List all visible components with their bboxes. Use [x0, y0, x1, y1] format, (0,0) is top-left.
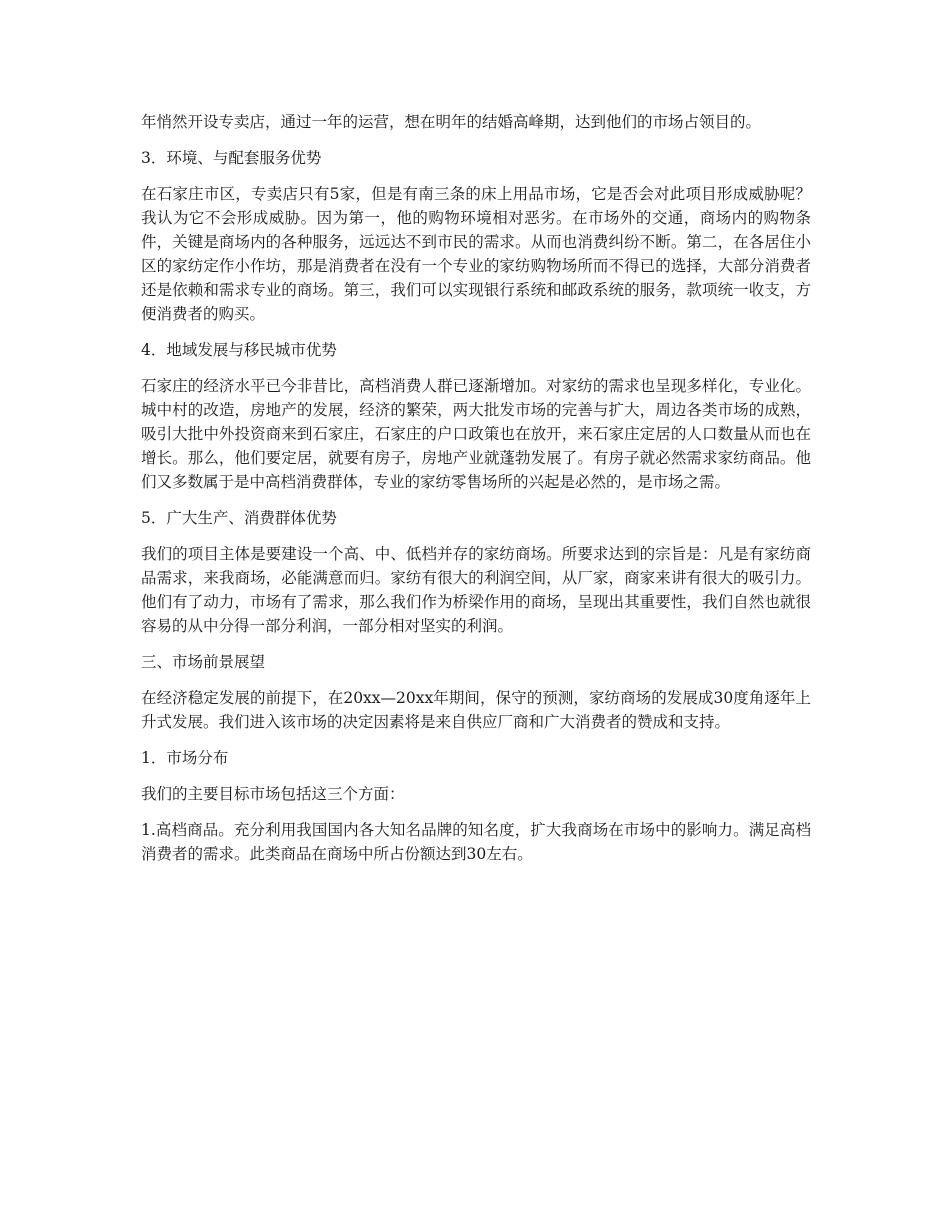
section-heading: 3．环境、与配套服务优势 [141, 149, 322, 167]
document-page [141, 110, 811, 878]
section-heading: 4．地域发展与移民城市优势 [141, 341, 337, 359]
section-heading: 1．市场分布 [141, 749, 229, 767]
section-heading: 三、市场前景展望 [141, 653, 266, 671]
section-heading: 5．广大生产、消费群体优势 [141, 509, 337, 527]
paragraph: 在经济稳定发展的前提下，在20xx—20xx年期间，保守的预测，家纺商场的发展成30度角逐年上升式发展。我们进入该市场的决定因素将是来自供应厂商和广大消费者的赞成和支持。 [141, 689, 811, 731]
paragraph: 我们的主要目标市场包括这三个方面： [141, 785, 405, 803]
paragraph: 石家庄的经济水平已今非昔比，高档消费人群已逐渐增加。对家纺的需求也呈现多样化，专业化。城中村的改造，房地产的发展，经济的繁荣，两大批发市场的完善与扩大，周边各类市场的成熟，吸引大批中外投资商来到石家庄，石家庄的户口政策也在放开，来石家庄定居的人口数量从而也在增长。那么，他们要定居，就要有房子，房地产业就蓬勃发展了。有房子就必然需求家纺商品。他们又多数属于是中高档消费群体，专业的家纺零售场所的兴起是必然的，是市场之需。 [141, 377, 811, 491]
paragraph: 年悄然开设专卖店，通过一年的运营，想在明年的结婚高峰期，达到他们的市场占领目的。 [141, 113, 762, 131]
paragraph: 我们的项目主体是要建设一个高、中、低档并存的家纺商场。所要求达到的宗旨是：凡是有家纺商品需求，来我商场，必能满意而归。家纺有很大的利润空间，从厂家，商家来讲有很大的吸引力。他们有了动力，市场有了需求，那么我们作为桥梁作用的商场，呈现出其重要性，我们自然也就很容易的从中分得一部分利润，一部分相对坚实的利润。 [141, 545, 811, 635]
paragraph: 1.高档商品。充分利用我国国内各大知名品牌的知名度，扩大我商场在市场中的影响力。满足高档消费者的需求。此类商品在商场中所占份额达到30左右。 [141, 821, 811, 863]
paragraph: 在石家庄市区，专卖店只有5家，但是有南三条的床上用品市场，它是否会对此项目形成威胁呢？我认为它不会形成威胁。因为第一，他的购物环境相对恶劣。在市场外的交通，商场内的购物条件，关键是商场内的各种服务，远远达不到市民的需求。从而也消费纠纷不断。第二，在各居住小区的家纺定作小作坊，那是消费者在没有一个专业的家纺购物场所而不得已的选择，大部分消费者还是依赖和需求专业的商场。第三，我们可以实现银行系统和邮政系统的服务，款项统一收支，方便消费者的购买。 [141, 185, 811, 323]
